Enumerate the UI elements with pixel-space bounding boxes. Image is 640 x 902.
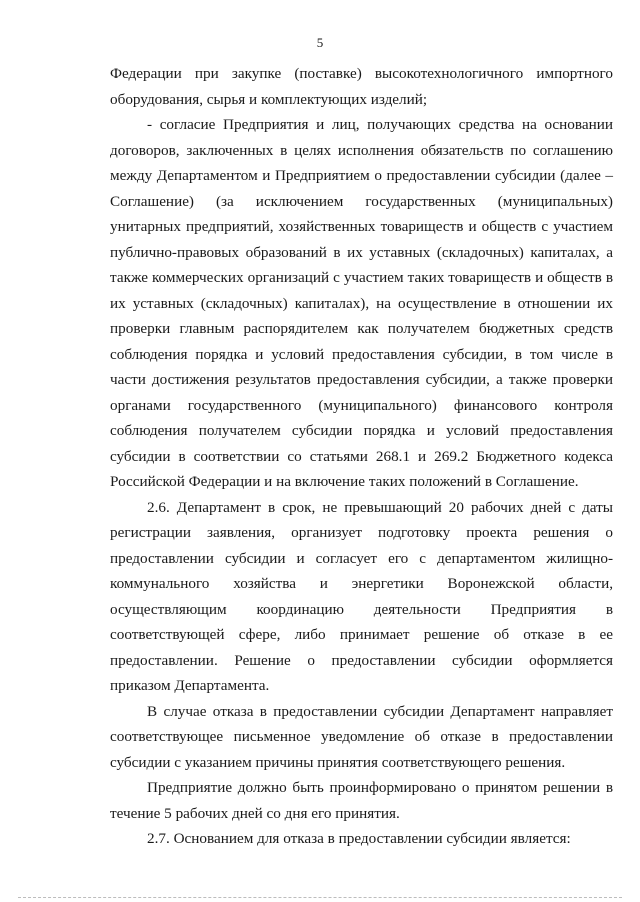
paragraph-clause-2-7: 2.7. Основанием для отказа в предоставлении субсидии является:: [147, 830, 571, 847]
paragraph-clause-2-6: 2.6. Департамент в срок, не превышающий 20 рабочих дней с даты регистрации заявления, организует подготовку проекта решения о предоставлении субсидии и согласует его с департаментом жилищно-коммунального хозяйства и энергетики Воронежской области, осуществляющим координацию деятельности Предприятия в соответствующей сфере, либо принимает решение об отказе в ее предоставлении. Решение о предоставлении субсидии оформляется приказом Департамента.: [110, 498, 613, 694]
document-body: [110, 61, 613, 852]
paragraph-notify-term: Предприятие должно быть проинформировано о принятом решении в течение 5 рабочих дней со дня его принятия.: [110, 779, 613, 822]
paragraph-consent: - согласие Предприятия и лиц, получающих средства на основании договоров, заключенных в целях исполнения обязательств по соглашению между Департаментом и Предприятием о предоставлении субсидии (далее – Соглашение) (за исключением государственных (муниципальных) унитарных предприятий, хозяйственных товариществ и обществ с участием публично-правовых образований в их уставных (складочных) капиталах, а также коммерческих организаций с участием таких товариществ и обществ в их уставных (складочных) капиталах), на осуществление в отношении их проверки главным распорядителем как получателем бюджетных средств соблюдения порядка и условий предоставления субсидии, в том числе в части достижения результатов предоставления субсидии, а также проверки органами государственного (муниципального) финансового контроля соблюдения получателем субсидии порядка и условий предоставления субсидии в соответствии со статьями 268.1 и 269.2 Бюджетного кодекса Российской Федерации и на включение таких положений в Соглашение.: [110, 116, 613, 490]
page-number: 5: [316, 35, 324, 50]
paragraph-continuation: Федерации при закупке (поставке) высокотехнологичного импортного оборудования, сырья и комплектующих изделий;: [110, 65, 613, 108]
paragraph-refusal-notice: В случае отказа в предоставлении субсидии Департамент направляет соответствующее письменное уведомление об отказе в предоставлении субсидии с указанием причины принятия соответствующего решения.: [110, 702, 613, 771]
scan-bottom-edge: [18, 896, 622, 898]
